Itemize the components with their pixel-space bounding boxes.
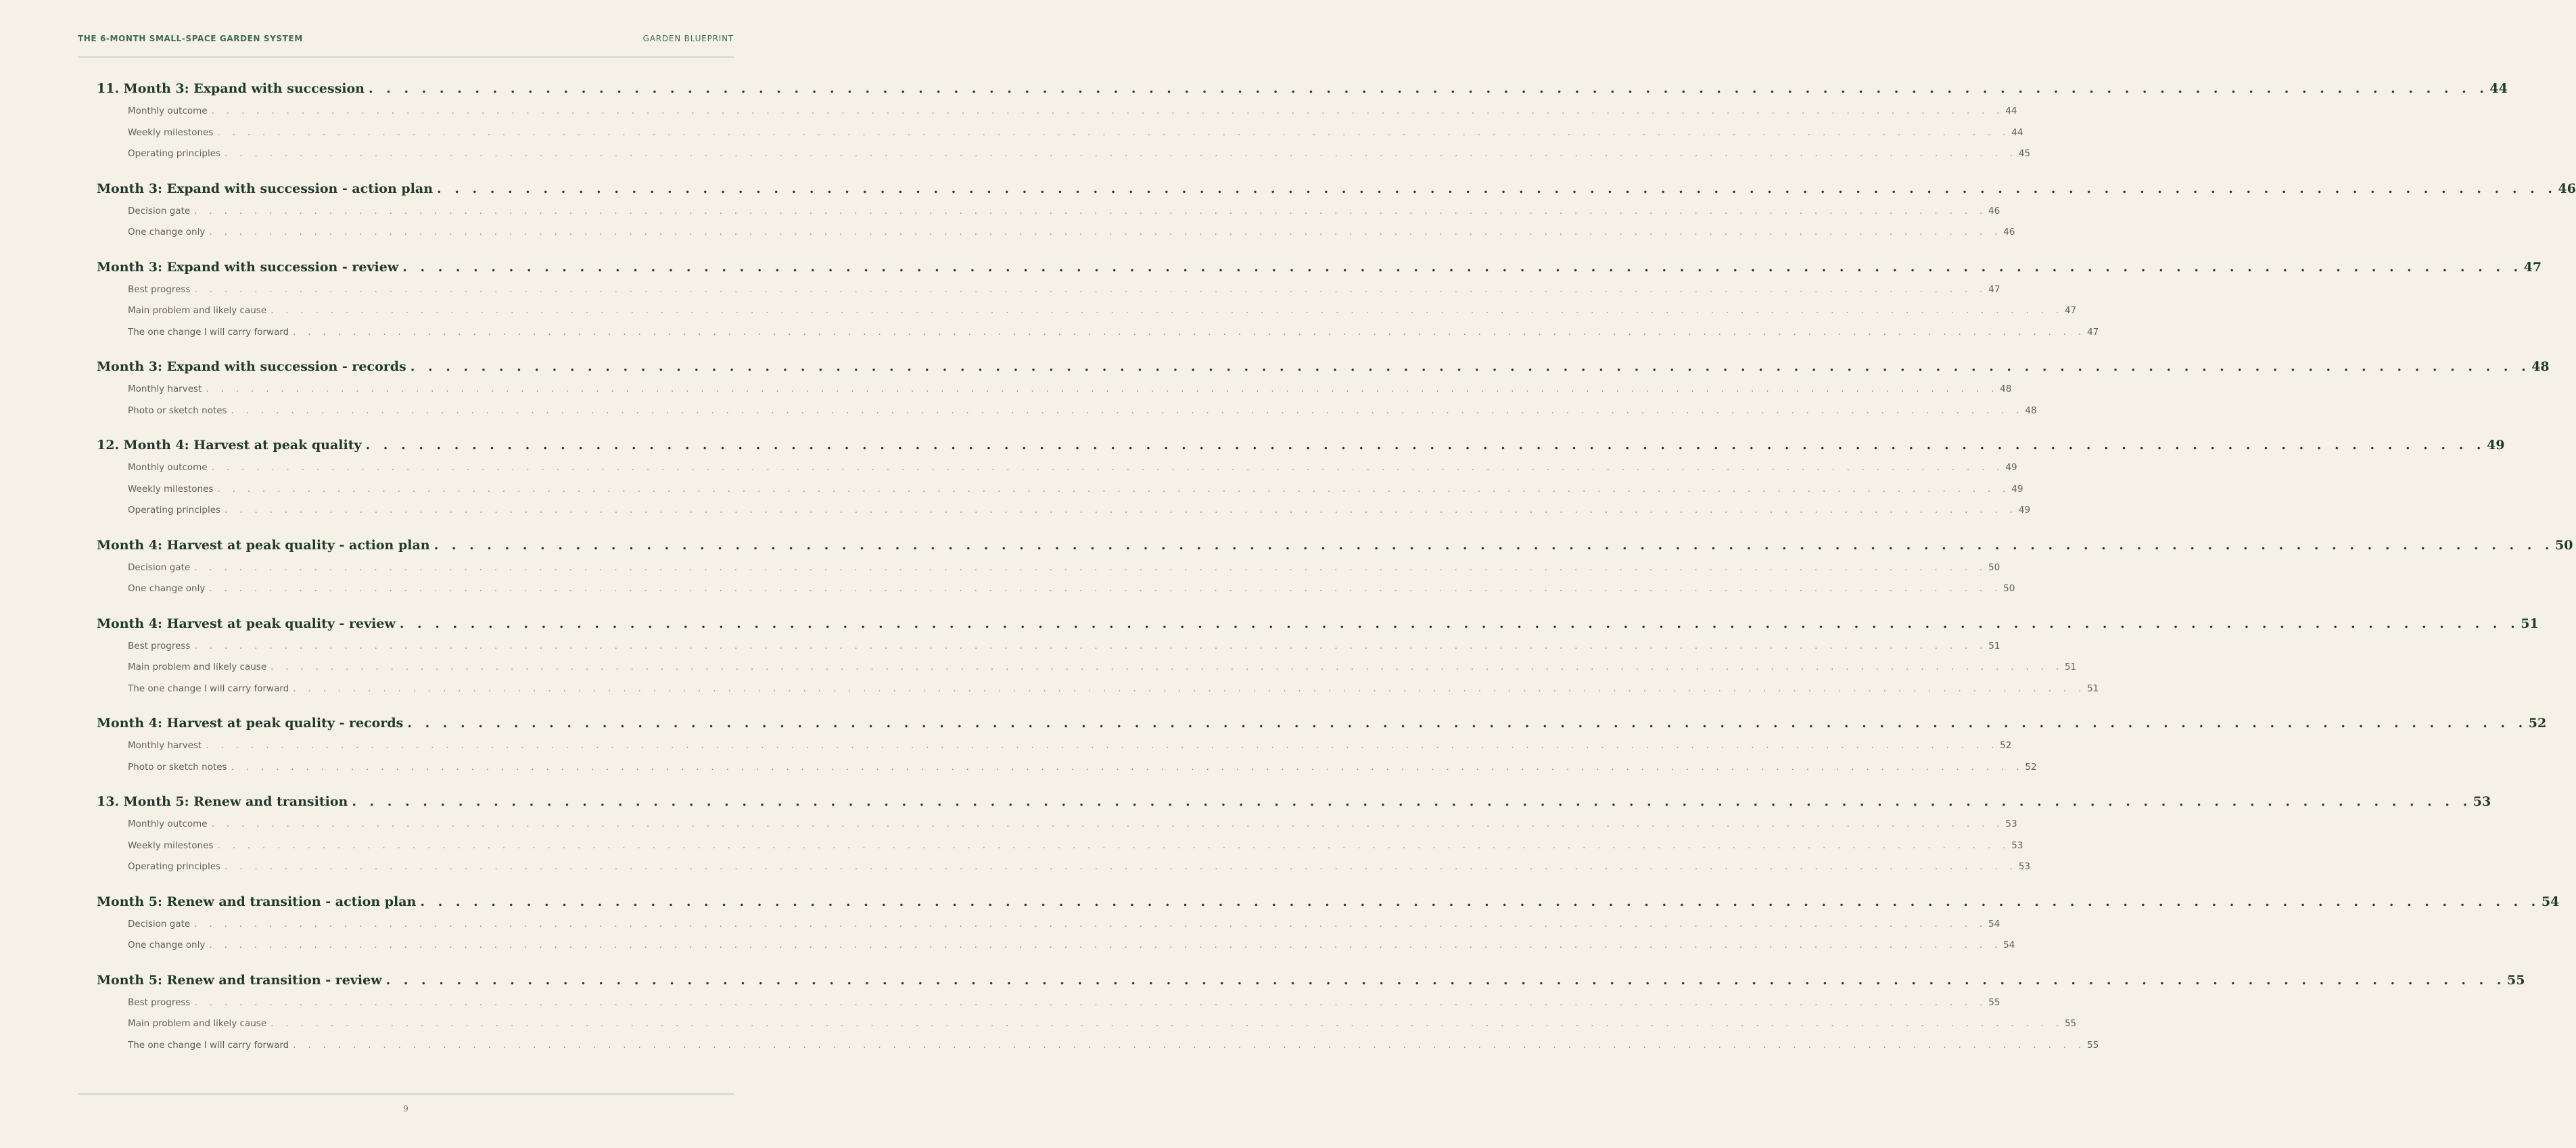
dot-leader: . . . . . . . . . . . . . . . . . . . . . . . . . . . . . . . . . . . . . . . . . . . . . . . . . . . . . . . . . . . . . . . . . . . . . . . . . . . . . . . . . . . . . . . . . . . . . . . . . . . . . . . . . . . . . . . . . . . . . . . . [399, 616, 2520, 631]
dot-leader: . . . . . . . . . . . . . . . . . . . . . . . . . . . . . . . . . . . . . . . . . . . . . . . . . . . . . . . . . . . . . . . . . . . . . . . . . . . . . . . . . . . . . . . . . . . . . . . . . . . . . . . . . . . . . . . . . . . . . . . . [211, 462, 2005, 473]
running-header [78, 34, 734, 43]
toc-subentry-page: 50 [1988, 561, 2000, 573]
toc-section [97, 890, 2560, 957]
toc-section-entry[interactable] [97, 533, 2573, 557]
toc-subentry-page: 46 [2003, 227, 2015, 237]
dot-leader: . . . . . . . . . . . . . . . . . . . . . . . . . . . . . . . . . . . . . . . . . . . . . . . . . . . . . . . . . . . . . . . . . . . . . . . . . . . . . . . . . . . . . . . . . . . . . . . . . . . . . . . . . . . . . . . . . . . . . . . . [293, 1039, 2086, 1051]
dot-leader: . . . . . . . . . . . . . . . . . . . . . . . . . . . . . . . . . . . . . . . . . . . . . . . . . . . . . . . . . . . . . . . . . . . . . . . . . . . . . . . . . . . . . . . . . . . . . . . . . . . . . . . . . . . . . . . . . . . . . . . . [225, 505, 2017, 515]
dot-leader: . . . . . . . . . . . . . . . . . . . . . . . . . . . . . . . . . . . . . . . . . . . . . . . . . . . . . . . . . . . . . . . . . . . . . . . . . . . . . . . . . . . . . . . . . . . . . . . . . . . . . . . . . . . . . . . . . . . . . . . . [293, 326, 2086, 338]
dot-leader: . . . . . . . . . . . . . . . . . . . . . . . . . . . . . . . . . . . . . . . . . . . . . . . . . . . . . . . . . . . . . . . . . . . . . . . . . . . . . . . . . . . . . . . . . . . . . . . . . . . . . . . . . . . . . . . . . . . . . . . . [206, 384, 1999, 394]
toc-subentry[interactable] [97, 1035, 2099, 1057]
toc-section-entry[interactable] [97, 255, 2542, 279]
toc-section-entry-page: 47 [2523, 259, 2542, 275]
toc-subentry-title: Monthly harvest [128, 740, 202, 751]
toc-section-entry[interactable] [97, 968, 2525, 992]
toc-subentry-title: Operating principles [128, 505, 221, 515]
toc-subentry-title: Monthly harvest [128, 384, 202, 394]
toc-subentry-title: Best progress [128, 640, 191, 651]
toc-section-entry-title: 12. Month 4: Harvest at peak quality [97, 438, 362, 453]
toc-subentry[interactable] [97, 457, 2017, 479]
dot-leader: . . . . . . . . . . . . . . . . . . . . . . . . . . . . . . . . . . . . . . . . . . . . . . . . . . . . . . . . . . . . . . . . . . . . . . . . . . . . . . . . . . . . . . . . . . . . . . . . . . . . . . . . . . . . . . . . . . . . . . . . [402, 259, 2523, 275]
toc-subentry[interactable] [97, 814, 2017, 835]
toc-subentry[interactable] [97, 379, 2012, 400]
dot-leader: . . . . . . . . . . . . . . . . . . . . . . . . . . . . . . . . . . . . . . . . . . . . . . . . . . . . . . . . . . . . . . . . . . . . . . . . . . . . . . . . . . . . . . . . . . . . . . . . . . . . . . . . . . . . . . . . . . . . . . . . [410, 359, 2531, 374]
dot-leader: . . . . . . . . . . . . . . . . . . . . . . . . . . . . . . . . . . . . . . . . . . . . . . . . . . . . . . . . . . . . . . . . . . . . . . . . . . . . . . . . . . . . . . . . . . . . . . . . . . . . . . . . . . . . . . . . . . . . . . . . [368, 81, 2489, 96]
toc-section-entry[interactable] [97, 890, 2560, 914]
toc-section-entry[interactable] [97, 433, 2505, 457]
toc-section-entry-page: 54 [2541, 894, 2560, 909]
toc-subentry-page: 44 [2005, 106, 2017, 116]
toc-subentry[interactable] [97, 322, 2099, 344]
dot-leader: . . . . . . . . . . . . . . . . . . . . . . . . . . . . . . . . . . . . . . . . . . . . . . . . . . . . . . . . . . . . . . . . . . . . . . . . . . . . . . . . . . . . . . . . . . . . . . . . . . . . . . . . . . . . . . . . . . . . . . . . [437, 181, 2557, 196]
toc-section-entry-title: Month 5: Renew and transition - action plan [97, 894, 417, 909]
toc-section [97, 433, 2505, 522]
toc-section [97, 177, 2576, 244]
toc-subentry[interactable] [97, 201, 2000, 223]
toc-subentry-title: Main problem and likely cause [128, 1018, 267, 1029]
toc-section-entry[interactable] [97, 612, 2539, 636]
footer-divider [78, 1093, 734, 1095]
toc-subentry-page: 49 [2018, 505, 2031, 515]
dot-leader: . . . . . . . . . . . . . . . . . . . . . . . . . . . . . . . . . . . . . . . . . . . . . . . . . . . . . . . . . . . . . . . . . . . . . . . . . . . . . . . . . . . . . . . . . . . . . . . . . . . . . . . . . . . . . . . . . . . . . . . . [365, 438, 2485, 453]
toc-section [97, 968, 2525, 1057]
toc-section [97, 76, 2508, 165]
dot-leader: . . . . . . . . . . . . . . . . . . . . . . . . . . . . . . . . . . . . . . . . . . . . . . . . . . . . . . . . . . . . . . . . . . . . . . . . . . . . . . . . . . . . . . . . . . . . . . . . . . . . . . . . . . . . . . . . . . . . . . . . [194, 640, 1988, 651]
dot-leader: . . . . . . . . . . . . . . . . . . . . . . . . . . . . . . . . . . . . . . . . . . . . . . . . . . . . . . . . . . . . . . . . . . . . . . . . . . . . . . . . . . . . . . . . . . . . . . . . . . . . . . . . . . . . . . . . . . . . . . . . [225, 861, 2017, 872]
toc-subentry-page: 46 [1988, 205, 2000, 216]
toc-subentry[interactable] [97, 222, 2015, 244]
toc-subentry[interactable] [97, 835, 2023, 857]
toc-subentry[interactable] [97, 479, 2023, 501]
toc-section-entry-title: Month 4: Harvest at peak quality - action plan [97, 537, 430, 553]
toc-subentry[interactable] [97, 657, 2077, 679]
toc-subentry-page: 49 [2011, 483, 2023, 495]
dot-leader: . . . . . . . . . . . . . . . . . . . . . . . . . . . . . . . . . . . . . . . . . . . . . . . . . . . . . . . . . . . . . . . . . . . . . . . . . . . . . . . . . . . . . . . . . . . . . . . . . . . . . . . . . . . . . . . . . . . . . . . . [206, 740, 1999, 751]
toc-subentry[interactable] [97, 757, 2037, 779]
dot-leader: . . . . . . . . . . . . . . . . . . . . . . . . . . . . . . . . . . . . . . . . . . . . . . . . . . . . . . . . . . . . . . . . . . . . . . . . . . . . . . . . . . . . . . . . . . . . . . . . . . . . . . . . . . . . . . . . . . . . . . . . [217, 483, 2011, 495]
toc-subentry-page: 48 [2000, 384, 2012, 394]
toc-subentry[interactable] [97, 578, 2015, 600]
toc-section [97, 354, 2550, 421]
toc-subentry-title: Weekly milestones [128, 127, 214, 138]
dot-leader: . . . . . . . . . . . . . . . . . . . . . . . . . . . . . . . . . . . . . . . . . . . . . . . . . . . . . . . . . . . . . . . . . . . . . . . . . . . . . . . . . . . . . . . . . . . . . . . . . . . . . . . . . . . . . . . . . . . . . . . . [194, 918, 1988, 929]
toc-subentry[interactable] [97, 500, 2031, 522]
toc-subentry[interactable] [97, 400, 2037, 422]
toc-subentry-title: The one change I will carry forward [128, 683, 289, 694]
toc-subentry-page: 53 [2005, 819, 2017, 829]
toc-section-entry[interactable] [97, 177, 2576, 201]
toc-subentry-page: 47 [2087, 326, 2099, 338]
dot-leader: . . . . . . . . . . . . . . . . . . . . . . . . . . . . . . . . . . . . . . . . . . . . . . . . . . . . . . . . . . . . . . . . . . . . . . . . . . . . . . . . . . . . . . . . . . . . . . . . . . . . . . . . . . . . . . . . . . . . . . . . [209, 583, 2003, 594]
toc-subentry[interactable] [97, 279, 2000, 301]
toc-section [97, 255, 2542, 344]
toc-subentry-title: Monthly outcome [128, 819, 208, 829]
toc-subentry-title: One change only [128, 227, 206, 237]
toc-subentry-page: 52 [2025, 761, 2037, 773]
dot-leader: . . . . . . . . . . . . . . . . . . . . . . . . . . . . . . . . . . . . . . . . . . . . . . . . . . . . . . . . . . . . . . . . . . . . . . . . . . . . . . . . . . . . . . . . . . . . . . . . . . . . . . . . . . . . . . . . . . . . . . . . [209, 227, 2003, 237]
toc-subentry[interactable] [97, 101, 2017, 122]
toc-subentry-title: One change only [128, 940, 206, 950]
toc-subentry[interactable] [97, 557, 2000, 579]
toc-section-entry-title: 11. Month 3: Expand with succession [97, 81, 365, 96]
toc-subentry-title: Photo or sketch notes [128, 405, 227, 416]
toc-section-entry[interactable] [97, 76, 2508, 101]
toc-subentry[interactable] [97, 1013, 2077, 1035]
toc-section-entry-page: 50 [2555, 537, 2573, 553]
dot-leader: . . . . . . . . . . . . . . . . . . . . . . . . . . . . . . . . . . . . . . . . . . . . . . . . . . . . . . . . . . . . . . . . . . . . . . . . . . . . . . . . . . . . . . . . . . . . . . . . . . . . . . . . . . . . . . . . . . . . . . . . [194, 283, 1988, 295]
toc-subentry[interactable] [97, 679, 2099, 700]
book-title: THE 6-MONTH SMALL-SPACE GARDEN SYSTEM [78, 34, 303, 43]
toc-section-entry[interactable] [97, 354, 2550, 379]
toc-subentry[interactable] [97, 935, 2015, 957]
toc-subentry-page: 51 [1988, 640, 2000, 651]
toc-subentry-page: 53 [2011, 840, 2023, 851]
toc-section-entry[interactable] [97, 789, 2491, 814]
toc-section [97, 612, 2539, 700]
toc-subentry-page: 47 [1988, 283, 2000, 295]
toc-subentry[interactable] [97, 143, 2031, 165]
dot-leader: . . . . . . . . . . . . . . . . . . . . . . . . . . . . . . . . . . . . . . . . . . . . . . . . . . . . . . . . . . . . . . . . . . . . . . . . . . . . . . . . . . . . . . . . . . . . . . . . . . . . . . . . . . . . . . . . . . . . . . . . [209, 940, 2003, 950]
toc-subentry-title: Weekly milestones [128, 840, 214, 851]
toc-subentry-page: 53 [2018, 861, 2031, 872]
table-of-contents [97, 76, 2576, 1067]
toc-section-entry-title: Month 4: Harvest at peak quality - review [97, 616, 396, 631]
toc-subentry-page: 45 [2018, 148, 2031, 159]
toc-subentry-page: 55 [2087, 1039, 2099, 1051]
dot-leader: . . . . . . . . . . . . . . . . . . . . . . . . . . . . . . . . . . . . . . . . . . . . . . . . . . . . . . . . . . . . . . . . . . . . . . . . . . . . . . . . . . . . . . . . . . . . . . . . . . . . . . . . . . . . . . . . . . . . . . . . [231, 761, 2024, 773]
toc-subentry-page: 55 [2064, 1018, 2077, 1029]
toc-section-entry[interactable] [97, 711, 2547, 735]
toc-subentry-title: Best progress [128, 283, 191, 295]
toc-subentry[interactable] [97, 122, 2023, 144]
toc-subentry-title: The one change I will carry forward [128, 1039, 289, 1051]
toc-subentry-page: 54 [1988, 918, 2000, 929]
toc-subentry-page: 54 [2003, 940, 2015, 950]
toc-subentry-page: 48 [2025, 405, 2037, 416]
dot-leader: . . . . . . . . . . . . . . . . . . . . . . . . . . . . . . . . . . . . . . . . . . . . . . . . . . . . . . . . . . . . . . . . . . . . . . . . . . . . . . . . . . . . . . . . . . . . . . . . . . . . . . . . . . . . . . . . . . . . . . . . [217, 127, 2011, 138]
dot-leader: . . . . . . . . . . . . . . . . . . . . . . . . . . . . . . . . . . . . . . . . . . . . . . . . . . . . . . . . . . . . . . . . . . . . . . . . . . . . . . . . . . . . . . . . . . . . . . . . . . . . . . . . . . . . . . . . . . . . . . . . [194, 996, 1988, 1008]
dot-leader: . . . . . . . . . . . . . . . . . . . . . . . . . . . . . . . . . . . . . . . . . . . . . . . . . . . . . . . . . . . . . . . . . . . . . . . . . . . . . . . . . . . . . . . . . . . . . . . . . . . . . . . . . . . . . . . . . . . . . . . . [271, 662, 2063, 672]
dot-leader: . . . . . . . . . . . . . . . . . . . . . . . . . . . . . . . . . . . . . . . . . . . . . . . . . . . . . . . . . . . . . . . . . . . . . . . . . . . . . . . . . . . . . . . . . . . . . . . . . . . . . . . . . . . . . . . . . . . . . . . . [217, 840, 2011, 851]
toc-subentry[interactable] [97, 914, 2000, 936]
dot-leader: . . . . . . . . . . . . . . . . . . . . . . . . . . . . . . . . . . . . . . . . . . . . . . . . . . . . . . . . . . . . . . . . . . . . . . . . . . . . . . . . . . . . . . . . . . . . . . . . . . . . . . . . . . . . . . . . . . . . . . . . [407, 716, 2527, 731]
toc-subentry[interactable] [97, 856, 2031, 878]
toc-subentry-title: Decision gate [128, 561, 191, 573]
dot-leader: . . . . . . . . . . . . . . . . . . . . . . . . . . . . . . . . . . . . . . . . . . . . . . . . . . . . . . . . . . . . . . . . . . . . . . . . . . . . . . . . . . . . . . . . . . . . . . . . . . . . . . . . . . . . . . . . . . . . . . . . [420, 894, 2540, 909]
toc-section-entry-title: Month 3: Expand with succession - action plan [97, 181, 434, 196]
toc-subentry[interactable] [97, 300, 2077, 322]
toc-subentry-title: The one change I will carry forward [128, 326, 289, 338]
toc-subentry-page: 47 [2064, 305, 2077, 316]
dot-leader: . . . . . . . . . . . . . . . . . . . . . . . . . . . . . . . . . . . . . . . . . . . . . . . . . . . . . . . . . . . . . . . . . . . . . . . . . . . . . . . . . . . . . . . . . . . . . . . . . . . . . . . . . . . . . . . . . . . . . . . . [385, 972, 2506, 988]
toc-subentry[interactable] [97, 735, 2012, 757]
toc-section-entry-title: Month 5: Renew and transition - review [97, 972, 382, 988]
toc-subentry-title: Monthly outcome [128, 106, 208, 116]
toc-subentry-title: Main problem and likely cause [128, 662, 267, 672]
toc-subentry-title: Operating principles [128, 148, 221, 159]
toc-subentry-title: Decision gate [128, 918, 191, 929]
toc-section-entry-page: 53 [2473, 794, 2491, 809]
toc-subentry-title: Main problem and likely cause [128, 305, 267, 316]
toc-subentry-title: Decision gate [128, 205, 191, 216]
toc-subentry-page: 51 [2064, 662, 2077, 672]
toc-section-entry-page: 49 [2487, 438, 2505, 453]
toc-subentry-page: 49 [2005, 462, 2017, 473]
dot-leader: . . . . . . . . . . . . . . . . . . . . . . . . . . . . . . . . . . . . . . . . . . . . . . . . . . . . . . . . . . . . . . . . . . . . . . . . . . . . . . . . . . . . . . . . . . . . . . . . . . . . . . . . . . . . . . . . . . . . . . . . [211, 819, 2005, 829]
toc-section-entry-page: 52 [2528, 716, 2547, 731]
toc-section [97, 711, 2547, 778]
dot-leader: . . . . . . . . . . . . . . . . . . . . . . . . . . . . . . . . . . . . . . . . . . . . . . . . . . . . . . . . . . . . . . . . . . . . . . . . . . . . . . . . . . . . . . . . . . . . . . . . . . . . . . . . . . . . . . . . . . . . . . . . [194, 561, 1988, 573]
dot-leader: . . . . . . . . . . . . . . . . . . . . . . . . . . . . . . . . . . . . . . . . . . . . . . . . . . . . . . . . . . . . . . . . . . . . . . . . . . . . . . . . . . . . . . . . . . . . . . . . . . . . . . . . . . . . . . . . . . . . . . . . [225, 148, 2017, 159]
toc-section-entry-page: 48 [2531, 359, 2550, 374]
dot-leader: . . . . . . . . . . . . . . . . . . . . . . . . . . . . . . . . . . . . . . . . . . . . . . . . . . . . . . . . . . . . . . . . . . . . . . . . . . . . . . . . . . . . . . . . . . . . . . . . . . . . . . . . . . . . . . . . . . . . . . . . [211, 106, 2005, 116]
toc-subentry-page: 51 [2087, 683, 2099, 694]
toc-section-entry-title: Month 3: Expand with succession - review [97, 259, 399, 275]
toc-subentry-title: Operating principles [128, 861, 221, 872]
dot-leader: . . . . . . . . . . . . . . . . . . . . . . . . . . . . . . . . . . . . . . . . . . . . . . . . . . . . . . . . . . . . . . . . . . . . . . . . . . . . . . . . . . . . . . . . . . . . . . . . . . . . . . . . . . . . . . . . . . . . . . . . [352, 794, 2472, 809]
dot-leader: . . . . . . . . . . . . . . . . . . . . . . . . . . . . . . . . . . . . . . . . . . . . . . . . . . . . . . . . . . . . . . . . . . . . . . . . . . . . . . . . . . . . . . . . . . . . . . . . . . . . . . . . . . . . . . . . . . . . . . . . [434, 537, 2554, 553]
dot-leader: . . . . . . . . . . . . . . . . . . . . . . . . . . . . . . . . . . . . . . . . . . . . . . . . . . . . . . . . . . . . . . . . . . . . . . . . . . . . . . . . . . . . . . . . . . . . . . . . . . . . . . . . . . . . . . . . . . . . . . . . [271, 1018, 2063, 1029]
toc-subentry-title: Monthly outcome [128, 462, 208, 473]
dot-leader: . . . . . . . . . . . . . . . . . . . . . . . . . . . . . . . . . . . . . . . . . . . . . . . . . . . . . . . . . . . . . . . . . . . . . . . . . . . . . . . . . . . . . . . . . . . . . . . . . . . . . . . . . . . . . . . . . . . . . . . . [231, 405, 2024, 416]
toc-subentry-page: 50 [2003, 583, 2015, 594]
dot-leader: . . . . . . . . . . . . . . . . . . . . . . . . . . . . . . . . . . . . . . . . . . . . . . . . . . . . . . . . . . . . . . . . . . . . . . . . . . . . . . . . . . . . . . . . . . . . . . . . . . . . . . . . . . . . . . . . . . . . . . . . [271, 305, 2063, 316]
toc-subentry-title: Weekly milestones [128, 483, 214, 495]
toc-section [97, 789, 2491, 878]
header-divider [78, 56, 734, 58]
toc-subentry[interactable] [97, 636, 2000, 658]
toc-subentry-title: Best progress [128, 996, 191, 1008]
page-number: 9 [403, 1104, 408, 1113]
toc-subentry-page: 55 [1988, 996, 2000, 1008]
toc-section-entry-title: Month 4: Harvest at peak quality - records [97, 716, 404, 731]
toc-section-entry-page: 55 [2507, 972, 2525, 988]
toc-section-entry-page: 44 [2489, 81, 2508, 96]
toc-subentry-page: 44 [2011, 127, 2023, 138]
section-label: GARDEN BLUEPRINT [642, 34, 734, 43]
toc-section-entry-page: 46 [2558, 181, 2576, 196]
toc-section [97, 533, 2573, 600]
toc-section-entry-title: 13. Month 5: Renew and transition [97, 794, 348, 809]
toc-subentry-page: 52 [2000, 740, 2012, 751]
toc-section-entry-title: Month 3: Expand with succession - records [97, 359, 406, 374]
toc-subentry[interactable] [97, 992, 2000, 1014]
toc-section-entry-page: 51 [2521, 616, 2539, 631]
dot-leader: . . . . . . . . . . . . . . . . . . . . . . . . . . . . . . . . . . . . . . . . . . . . . . . . . . . . . . . . . . . . . . . . . . . . . . . . . . . . . . . . . . . . . . . . . . . . . . . . . . . . . . . . . . . . . . . . . . . . . . . . [293, 683, 2086, 694]
toc-subentry-title: One change only [128, 583, 206, 594]
toc-subentry-title: Photo or sketch notes [128, 761, 227, 773]
dot-leader: . . . . . . . . . . . . . . . . . . . . . . . . . . . . . . . . . . . . . . . . . . . . . . . . . . . . . . . . . . . . . . . . . . . . . . . . . . . . . . . . . . . . . . . . . . . . . . . . . . . . . . . . . . . . . . . . . . . . . . . . [194, 205, 1988, 216]
